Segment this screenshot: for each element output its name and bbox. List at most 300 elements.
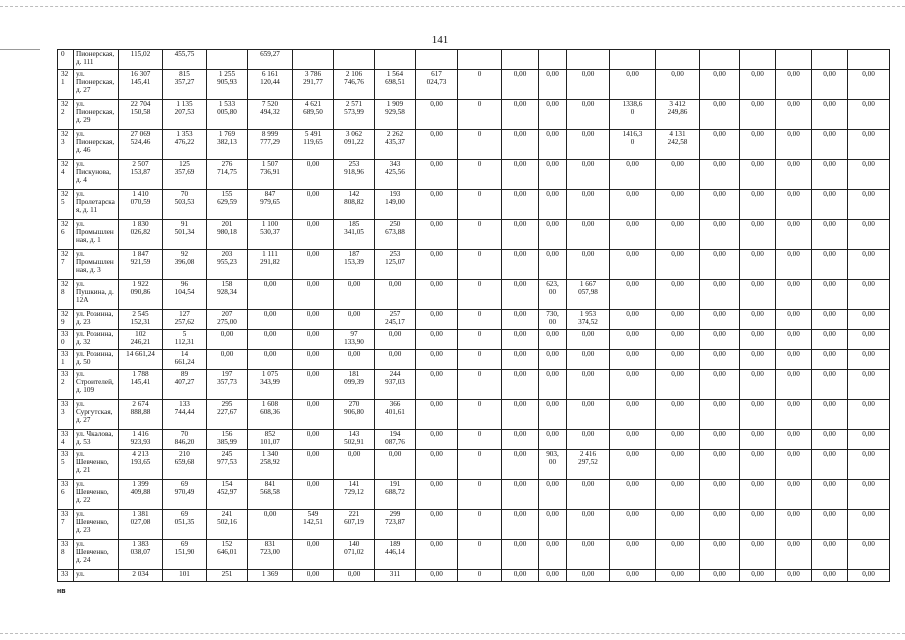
value-cell: 0,00 [656,310,700,330]
value-cell: 0,00 [656,160,700,190]
value-cell: 0,00 [610,160,656,190]
value-cell: 0,00 [812,250,848,280]
value-cell: 0,00 [700,190,740,220]
value-cell: 0,00 [812,70,848,100]
value-cell: 0,00 [416,510,458,540]
value-cell: 0 [458,570,502,582]
table-row [58,100,890,130]
value-cell: 0,00 [812,190,848,220]
value-cell: 115,02 [119,50,163,70]
value-cell: 0,00 [740,330,776,350]
value-cell: 2 416 297,52 [567,450,610,480]
value-cell: 0,00 [502,370,539,400]
value-cell: 0,00 [776,370,812,400]
address-cell: ул. Пионерская, д. 27 [74,70,119,100]
value-cell: 8 999 777,29 [248,130,293,160]
value-cell: 0,00 [334,310,375,330]
value-cell: 0,00 [740,400,776,430]
value-cell: 0,00 [610,400,656,430]
value-cell: 0,00 [375,350,416,370]
value-cell: 0,00 [700,310,740,330]
value-cell: 0,00 [848,250,890,280]
value-cell: 0,00 [567,70,610,100]
value-cell: 1 830 026,82 [119,220,163,250]
value-cell: 0,00 [776,190,812,220]
value-cell: 0,00 [207,330,248,350]
table-row [58,310,890,330]
value-cell: 0,00 [375,280,416,310]
value-cell: 0,00 [293,160,334,190]
scan-edge-bottom [0,633,905,634]
value-cell: 152 646,01 [207,540,248,570]
value-cell: 2 571 573,99 [334,100,375,130]
value-cell: 0,00 [539,510,567,540]
value-cell: 0,00 [375,450,416,480]
value-cell: 0,00 [416,540,458,570]
value-cell: 0,00 [334,350,375,370]
value-cell: 0,00 [416,250,458,280]
value-cell [656,50,700,70]
value-cell: 0,00 [656,400,700,430]
value-cell: 187 153,39 [334,250,375,280]
value-cell: 0,00 [416,430,458,450]
value-cell: 0,00 [539,190,567,220]
address-cell: ул. Сургутская, д. 27 [74,400,119,430]
value-cell: 2 507 153,87 [119,160,163,190]
value-cell: 0,00 [848,330,890,350]
value-cell: 0,00 [567,370,610,400]
value-cell: 0,00 [539,160,567,190]
value-cell: 0,00 [610,220,656,250]
value-cell: 0,00 [740,160,776,190]
value-cell: 0,00 [700,280,740,310]
value-cell: 0,00 [848,370,890,400]
table-row [58,570,890,582]
value-cell: 133 744,44 [163,400,207,430]
value-cell: 0 [458,100,502,130]
value-cell: 0,00 [776,430,812,450]
value-cell: 0,00 [740,480,776,510]
value-cell: 0,00 [610,70,656,100]
value-cell: 2 674 888,88 [119,400,163,430]
value-cell: 0,00 [776,510,812,540]
value-cell: 0,00 [416,330,458,350]
value-cell: 14 661,24 [163,350,207,370]
value-cell: 0,00 [776,310,812,330]
value-cell: 0,00 [248,330,293,350]
value-cell: 1 135 207,53 [163,100,207,130]
value-cell: 1 788 145,41 [119,370,163,400]
value-cell: 0,00 [610,250,656,280]
value-cell: 0,00 [740,280,776,310]
value-cell: 0,00 [740,370,776,400]
value-cell: 0,00 [567,250,610,280]
value-cell: 0,00 [700,70,740,100]
value-cell: 0,00 [293,330,334,350]
value-cell: 0,00 [502,220,539,250]
table-row [58,370,890,400]
value-cell: 70 503,53 [163,190,207,220]
value-cell: 142 808,82 [334,190,375,220]
value-cell: 1 255 905,93 [207,70,248,100]
value-cell: 0,00 [539,250,567,280]
value-cell: 158 928,34 [207,280,248,310]
value-cell [334,50,375,70]
value-cell: 0,00 [700,510,740,540]
value-cell [812,50,848,70]
value-cell: 549 142,51 [293,510,334,540]
table-row [58,250,890,280]
value-cell: 0,00 [656,430,700,450]
data-table [57,49,890,582]
row-number-cell: 32 8 [58,280,74,310]
value-cell: 0,00 [740,190,776,220]
value-cell: 0,00 [848,400,890,430]
value-cell: 343 425,56 [375,160,416,190]
table-row [58,400,890,430]
value-cell: 815 357,27 [163,70,207,100]
address-cell: ул. Пионерская, д. 46 [74,130,119,160]
value-cell: 0,00 [416,400,458,430]
value-cell: 1338,6 0 [610,100,656,130]
value-cell: 0,00 [740,350,776,370]
value-cell [416,50,458,70]
value-cell: 0,00 [776,100,812,130]
value-cell: 852 101,07 [248,430,293,450]
value-cell: 0 [458,280,502,310]
value-cell: 903, 00 [539,450,567,480]
value-cell: 0,00 [776,540,812,570]
value-cell: 455,75 [163,50,207,70]
value-cell: 0,00 [656,450,700,480]
table-row [58,330,890,350]
page-number: 141 [431,34,449,46]
value-cell: 0 [458,400,502,430]
value-cell: 0,00 [502,100,539,130]
table-row [58,510,890,540]
value-cell: 194 087,76 [375,430,416,450]
value-cell: 0,00 [848,430,890,450]
value-cell [293,50,334,70]
value-cell: 1 381 027,08 [119,510,163,540]
value-cell: 0,00 [812,400,848,430]
value-cell: 276 714,75 [207,160,248,190]
value-cell: 69 051,35 [163,510,207,540]
value-cell: 140 071,02 [334,540,375,570]
scan-edge-top [0,6,905,7]
row-number-cell: 32 6 [58,220,74,250]
value-cell: 0,00 [656,480,700,510]
value-cell: 270 906,80 [334,400,375,430]
value-cell: 127 257,62 [163,310,207,330]
row-number-cell: 32 2 [58,100,74,130]
value-cell: 0,00 [539,370,567,400]
value-cell: 617 024,73 [416,70,458,100]
value-cell: 0,00 [812,510,848,540]
row-number-cell: 33 0 [58,330,74,350]
value-cell: 0,00 [334,450,375,480]
value-cell: 2 034 [119,570,163,582]
value-cell: 0,00 [812,310,848,330]
value-cell: 0,00 [656,330,700,350]
value-cell: 1 111 291,82 [248,250,293,280]
value-cell: 0,00 [812,370,848,400]
row-number-cell: 32 9 [58,310,74,330]
value-cell: 0,00 [567,220,610,250]
value-cell: 245 977,53 [207,450,248,480]
value-cell: 0,00 [700,130,740,160]
value-cell: 0,00 [567,510,610,540]
value-cell: 2 262 435,37 [375,130,416,160]
value-cell: 0,00 [502,480,539,510]
value-cell: 1 847 921,59 [119,250,163,280]
value-cell: 193 149,00 [375,190,416,220]
footer-mark: нв [57,588,66,595]
value-cell: 27 069 524,46 [119,130,163,160]
value-cell: 0,00 [293,570,334,582]
value-cell: 0,00 [848,450,890,480]
value-cell: 244 937,03 [375,370,416,400]
value-cell: 0,00 [700,570,740,582]
value-cell: 730, 00 [539,310,567,330]
value-cell: 0,00 [502,450,539,480]
value-cell: 0,00 [248,350,293,370]
value-cell: 0,00 [567,570,610,582]
value-cell: 0,00 [567,160,610,190]
value-cell: 0,00 [740,100,776,130]
table-row [58,280,890,310]
value-cell [375,50,416,70]
value-cell: 0,00 [502,430,539,450]
value-cell: 0,00 [610,540,656,570]
value-cell: 0,00 [293,220,334,250]
value-cell: 0,00 [416,450,458,480]
value-cell: 0,00 [416,310,458,330]
value-cell: 0,00 [610,370,656,400]
row-number-cell: 33 [58,570,74,582]
value-cell: 125 357,69 [163,160,207,190]
value-cell: 3 412 249,86 [656,100,700,130]
row-number-cell: 0 [58,50,74,70]
value-cell [502,50,539,70]
value-cell: 4 621 689,50 [293,100,334,130]
value-cell: 0 [458,250,502,280]
address-cell: ул. Пушкина, д. 12А [74,280,119,310]
value-cell [776,50,812,70]
address-cell: ул. Пискунова, д. 4 [74,160,119,190]
value-cell: 0 [458,430,502,450]
value-cell: 0,00 [610,510,656,540]
value-cell: 0,00 [700,250,740,280]
value-cell [610,50,656,70]
value-cell: 0,00 [848,190,890,220]
value-cell: 0,00 [776,130,812,160]
value-cell: 0,00 [567,350,610,370]
value-cell: 0,00 [502,510,539,540]
value-cell: 0,00 [740,570,776,582]
address-cell: ул. Шевченко, д. 24 [74,540,119,570]
value-cell [700,50,740,70]
value-cell: 0 [458,160,502,190]
value-cell: 0,00 [700,430,740,450]
value-cell: 0 [458,450,502,480]
value-cell: 181 099,39 [334,370,375,400]
value-cell: 0,00 [539,220,567,250]
value-cell: 659,27 [248,50,293,70]
value-cell: 0,00 [416,370,458,400]
value-cell: 0,00 [812,350,848,370]
value-cell: 70 846,20 [163,430,207,450]
value-cell: 0 [458,510,502,540]
row-number-cell: 33 4 [58,430,74,450]
value-cell: 0,00 [567,400,610,430]
value-cell: 0,00 [812,280,848,310]
value-cell: 0,00 [776,220,812,250]
value-cell: 0 [458,480,502,510]
value-cell: 0,00 [416,350,458,370]
value-cell [740,50,776,70]
value-cell: 0 [458,130,502,160]
value-cell: 0,00 [293,430,334,450]
value-cell: 0,00 [610,480,656,510]
value-cell: 69 151,90 [163,540,207,570]
value-cell: 1 769 382,13 [207,130,248,160]
value-cell: 0 [458,220,502,250]
value-cell: 197 357,73 [207,370,248,400]
value-cell: 0 [458,540,502,570]
value-cell: 0,00 [700,480,740,510]
table-row [58,450,890,480]
value-cell [458,50,502,70]
value-cell: 1 667 057,98 [567,280,610,310]
value-cell: 0,00 [610,570,656,582]
value-cell: 623, 00 [539,280,567,310]
value-cell: 1 953 374,52 [567,310,610,330]
value-cell: 831 723,00 [248,540,293,570]
value-cell: 3 062 091,22 [334,130,375,160]
value-cell: 1 507 736,91 [248,160,293,190]
value-cell: 0,00 [502,400,539,430]
value-cell: 6 161 120,44 [248,70,293,100]
value-cell: 0,00 [812,100,848,130]
value-cell: 96 104,54 [163,280,207,310]
value-cell: 91 501,34 [163,220,207,250]
value-cell: 0,00 [539,330,567,350]
value-cell: 189 446,14 [375,540,416,570]
value-cell: 0,00 [776,160,812,190]
value-cell: 847 979,65 [248,190,293,220]
row-number-cell: 32 5 [58,190,74,220]
value-cell: 0,00 [502,70,539,100]
row-number-cell: 32 1 [58,70,74,100]
table-row [58,480,890,510]
value-cell: 0,00 [567,190,610,220]
value-cell: 0,00 [740,450,776,480]
value-cell: 89 407,27 [163,370,207,400]
value-cell: 0,00 [416,130,458,160]
row-number-cell: 33 8 [58,540,74,570]
value-cell: 0,00 [539,430,567,450]
value-cell: 0 [458,190,502,220]
value-cell: 0,00 [848,130,890,160]
value-cell: 0,00 [776,280,812,310]
value-cell: 0,00 [610,450,656,480]
value-cell: 0,00 [848,70,890,100]
value-cell: 0,00 [567,430,610,450]
value-cell: 0,00 [610,310,656,330]
value-cell: 0,00 [848,310,890,330]
address-cell: Пионерская, д. 111 [74,50,119,70]
value-cell: 0,00 [539,70,567,100]
value-cell: 250 673,88 [375,220,416,250]
value-cell: 253 125,07 [375,250,416,280]
value-cell: 22 704 150,58 [119,100,163,130]
value-cell: 102 246,21 [119,330,163,350]
table-row [58,190,890,220]
value-cell: 0,00 [812,450,848,480]
value-cell: 0,00 [848,570,890,582]
address-cell: ул. Чкалова, д. 53 [74,430,119,450]
value-cell: 0,00 [502,160,539,190]
value-cell: 0,00 [539,350,567,370]
row-number-cell: 33 1 [58,350,74,370]
value-cell: 0,00 [539,570,567,582]
value-cell: 7 520 494,32 [248,100,293,130]
value-cell: 0,00 [776,350,812,370]
value-cell: 0,00 [293,450,334,480]
value-cell: 1 564 698,51 [375,70,416,100]
value-cell: 0,00 [812,480,848,510]
value-cell: 0,00 [776,450,812,480]
value-cell: 4 131 242,58 [656,130,700,160]
address-cell: ул. Розинна, д. 50 [74,350,119,370]
value-cell: 253 918,96 [334,160,375,190]
value-cell [539,50,567,70]
value-cell: 0,00 [740,430,776,450]
value-cell: 1 369 [248,570,293,582]
value-cell: 0,00 [610,330,656,350]
value-cell: 0,00 [656,370,700,400]
address-cell: ул. Пионерская, д. 29 [74,100,119,130]
value-cell: 0,00 [610,190,656,220]
value-cell [567,50,610,70]
value-cell: 201 980,18 [207,220,248,250]
value-cell: 1 410 070,59 [119,190,163,220]
value-cell: 841 568,58 [248,480,293,510]
value-cell: 221 607,19 [334,510,375,540]
table-row [58,50,890,70]
value-cell: 0,00 [848,480,890,510]
table-row [58,130,890,160]
row-number-cell: 33 6 [58,480,74,510]
value-cell: 0,00 [776,250,812,280]
value-cell: 0,00 [740,70,776,100]
value-cell: 14 661,24 [119,350,163,370]
value-cell: 0,00 [848,350,890,370]
table-row [58,350,890,370]
value-cell: 0,00 [416,100,458,130]
value-cell: 0,00 [416,190,458,220]
value-cell: 0 [458,310,502,330]
table-row [58,70,890,100]
value-cell: 0,00 [502,310,539,330]
row-number-cell: 33 5 [58,450,74,480]
value-cell: 0,00 [416,160,458,190]
value-cell: 0,00 [848,100,890,130]
value-cell: 0,00 [740,220,776,250]
value-cell: 2 106 746,76 [334,70,375,100]
value-cell: 0,00 [812,130,848,160]
